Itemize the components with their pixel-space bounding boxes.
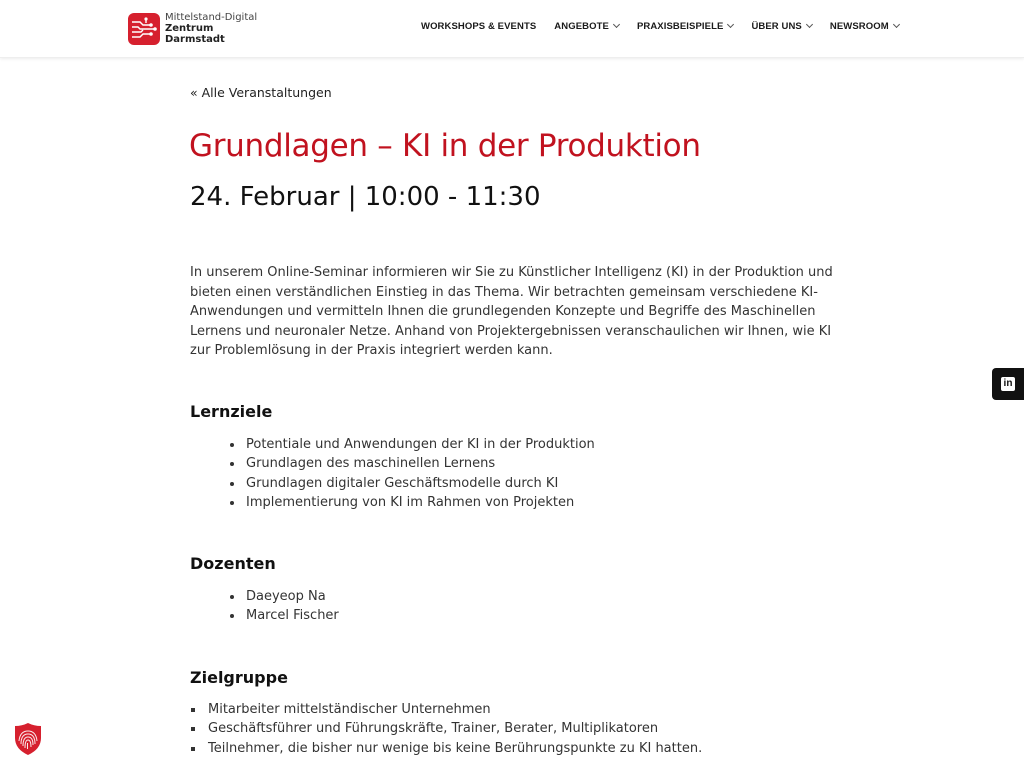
all-events-link[interactable]: « Alle Veranstaltungen — [190, 85, 332, 100]
logo-text — [165, 12, 257, 45]
privacy-settings-button[interactable] — [12, 722, 44, 756]
linkedin-icon: in — [1001, 377, 1015, 391]
section-heading-dozenten: Dozenten — [190, 554, 276, 573]
list-item: Daeyeop Na — [246, 587, 339, 606]
section-heading-zielgruppe: Zielgruppe — [190, 668, 288, 687]
circuit-logo-icon — [128, 13, 160, 45]
page-title: Grundlagen – KI in der Produktion — [189, 128, 701, 164]
nav-angebote[interactable] — [554, 21, 619, 32]
nav-ueber-uns[interactable] — [751, 21, 811, 32]
chevron-down-icon — [613, 21, 620, 28]
chevron-down-icon — [893, 21, 900, 28]
site-header — [0, 0, 1024, 58]
logo-line-1: Mittelstand-Digital — [165, 12, 258, 23]
nav-label: ANGEBOTE — [554, 21, 609, 32]
list-item: Implementierung von KI im Rahmen von Projekten — [246, 493, 595, 512]
list-item: Mitarbeiter mittelständischer Unternehmen — [208, 700, 702, 719]
fingerprint-shield-icon — [12, 722, 44, 756]
nav-workshops-events[interactable] — [421, 21, 536, 32]
list-item: Teilnehmer, die bisher nur wenige bis keine Berührungspunkte zu KI hatten. — [208, 739, 702, 758]
nav-newsroom[interactable] — [830, 21, 899, 32]
linkedin-share-button[interactable] — [992, 368, 1024, 400]
nav-label: ÜBER UNS — [751, 21, 802, 32]
chevron-down-icon — [806, 21, 813, 28]
section-heading-lernziele: Lernziele — [190, 402, 273, 421]
dozenten-list — [246, 587, 339, 626]
list-item: Marcel Fischer — [246, 606, 339, 625]
list-item: Geschäftsführer und Führungskräfte, Trainer, Berater, Multiplikatoren — [208, 719, 702, 738]
lernziele-list — [246, 435, 595, 512]
site-logo[interactable] — [128, 12, 257, 45]
nav-label: NEWSROOM — [829, 21, 889, 32]
list-item: Potentiale und Anwendungen der KI in der Produktion — [246, 435, 595, 454]
logo-line-3: Darmstadt — [165, 34, 225, 45]
logo-line-2: Zentrum — [165, 23, 214, 34]
list-item: Grundlagen digitaler Geschäftsmodelle durch KI — [246, 474, 595, 493]
nav-label: WORKSHOPS & EVENTS — [421, 21, 537, 32]
event-datetime: 24. Februar | 10:00 - 11:30 — [190, 182, 541, 212]
event-description: In unserem Online-Seminar informieren wir Sie zu Künstlicher Intelligenz (KI) in der Produktion und bieten einen verständlichen Einstieg in das Thema. Wir betrachten gemeinsam verschiedene KI-Anwendungen und vermitteln Ihnen die grundlegenden Konzepte und Begriffe des Maschinellen Lernens und neuronaler Netze. Anhand von Projektergebnissen veranschaulichen wir Ihnen, wie KI zur Problemlösung in der Praxis integriert werden kann. — [190, 265, 833, 358]
chevron-down-icon — [727, 21, 734, 28]
main-nav — [421, 21, 917, 32]
zielgruppe-list — [208, 700, 702, 758]
nav-label: PRAXISBEISPIELE — [636, 21, 724, 32]
nav-praxisbeispiele[interactable] — [637, 21, 734, 32]
list-item: Grundlagen des maschinellen Lernens — [246, 454, 595, 473]
